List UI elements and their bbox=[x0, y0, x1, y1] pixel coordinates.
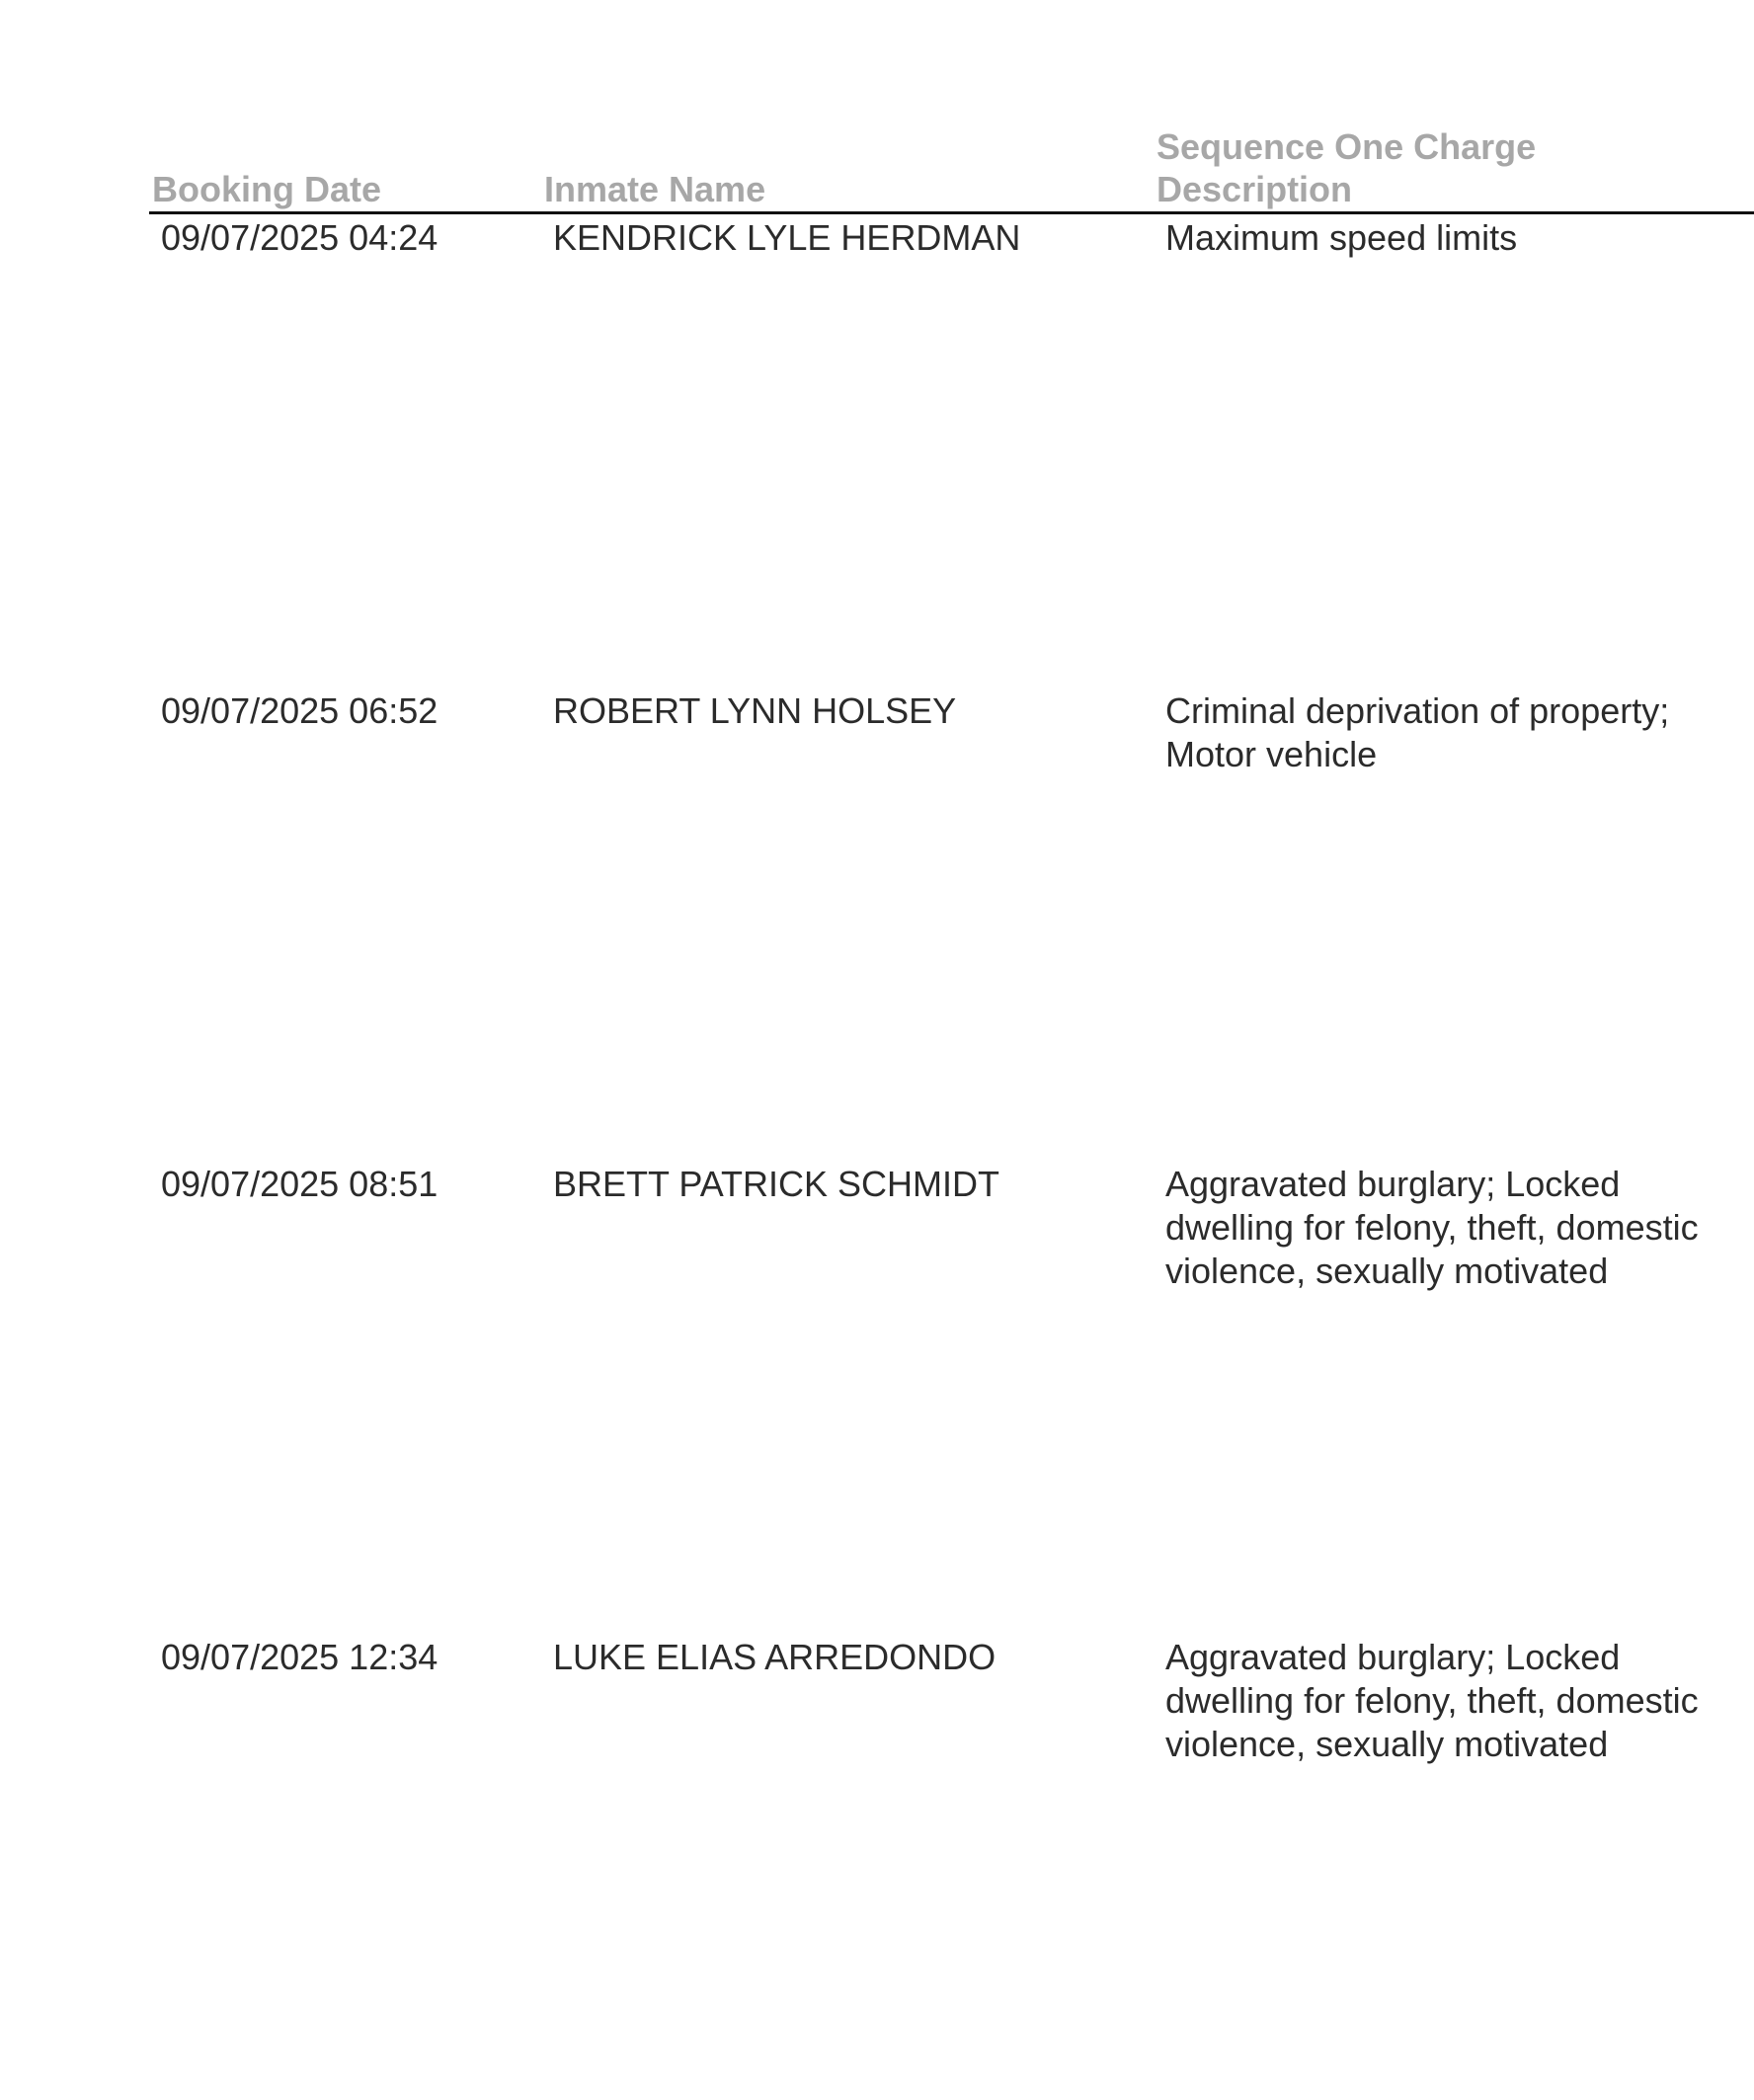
charge-description-cell bbox=[1165, 216, 1748, 260]
charge-description-cell bbox=[1165, 1636, 1748, 1766]
column-header-charge-line-1: Sequence One Charge bbox=[1156, 126, 1537, 167]
header-divider bbox=[149, 211, 1754, 214]
charge-line: Criminal deprivation of property; bbox=[1165, 690, 1670, 731]
charge-line: Aggravated burglary; Locked bbox=[1165, 1164, 1621, 1204]
charge-line: violence, sexually motivated bbox=[1165, 1724, 1609, 1764]
charge-line: dwelling for felony, theft, domestic bbox=[1165, 1207, 1699, 1248]
table-row bbox=[0, 689, 1754, 1154]
inmate-name-cell: KENDRICK LYLE HERDMAN bbox=[553, 217, 1021, 258]
inmate-name-cell: ROBERT LYNN HOLSEY bbox=[553, 690, 957, 731]
charge-description-cell bbox=[1165, 689, 1748, 776]
table-row bbox=[0, 1163, 1754, 1627]
column-header-inmate-name: Inmate Name bbox=[544, 169, 766, 209]
booking-date-cell: 09/07/2025 08:51 bbox=[161, 1164, 438, 1204]
charge-description-cell bbox=[1165, 1163, 1748, 1293]
charge-line: violence, sexually motivated bbox=[1165, 1251, 1609, 1291]
inmate-name-cell: LUKE ELIAS ARREDONDO bbox=[553, 1637, 997, 1677]
booking-date-cell: 09/07/2025 12:34 bbox=[161, 1637, 438, 1677]
charge-line: Aggravated burglary; Locked bbox=[1165, 1637, 1621, 1677]
charge-line: Motor vehicle bbox=[1165, 734, 1378, 774]
booking-date-cell: 09/07/2025 06:52 bbox=[161, 690, 438, 731]
charge-line: Maximum speed limits bbox=[1165, 217, 1518, 258]
table-header bbox=[0, 0, 1754, 217]
table-row bbox=[0, 1636, 1754, 2100]
inmate-name-cell: BRETT PATRICK SCHMIDT bbox=[553, 1164, 1000, 1204]
column-header-charge-line-2: Description bbox=[1156, 169, 1353, 209]
column-header-charge-description bbox=[1156, 125, 1591, 210]
charge-line: dwelling for felony, theft, domestic bbox=[1165, 1680, 1699, 1721]
booking-date-cell: 09/07/2025 04:24 bbox=[161, 217, 438, 258]
table-row bbox=[0, 216, 1754, 681]
column-header-booking-date: Booking Date bbox=[152, 169, 382, 209]
